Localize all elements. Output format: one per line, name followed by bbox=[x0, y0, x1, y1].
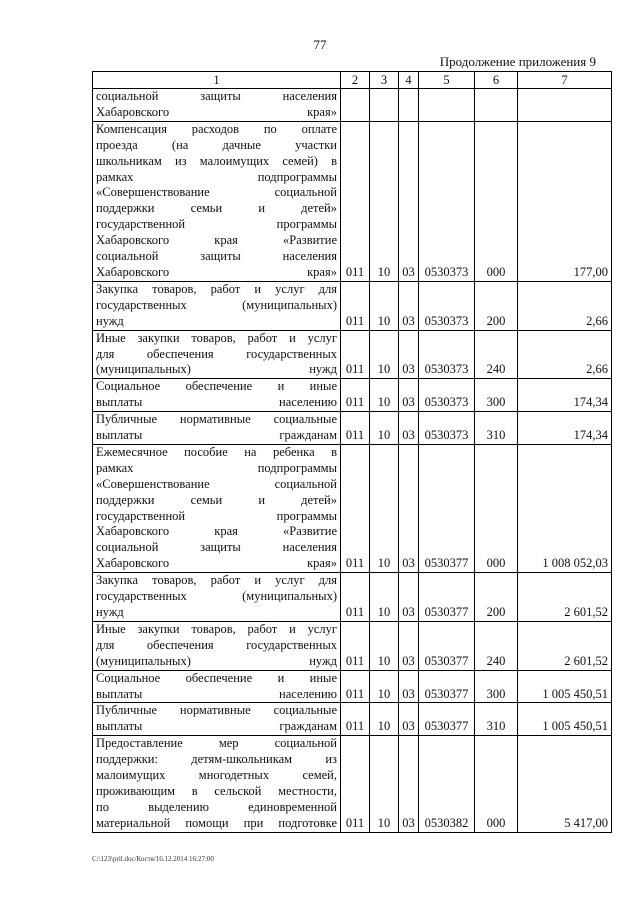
section-code-cell: 10 bbox=[370, 412, 399, 445]
section-code-cell: 10 bbox=[370, 121, 399, 281]
row-description bbox=[93, 736, 341, 832]
description-line: малоимущих многодетных семей, bbox=[96, 768, 337, 783]
row-description bbox=[93, 444, 341, 572]
row-description bbox=[93, 670, 341, 703]
description-line: социальной защиты населения bbox=[96, 89, 337, 103]
target-article-code-cell: 0530377 bbox=[419, 703, 475, 736]
amount-cell: 5 417,00 bbox=[518, 736, 612, 832]
amount-cell: 177,00 bbox=[518, 121, 612, 281]
description-line: Компенсация расходов по оплате bbox=[96, 121, 337, 136]
row-description bbox=[93, 412, 341, 445]
description-line: выплаты гражданам bbox=[96, 428, 337, 443]
target-article-code-cell: 0530373 bbox=[419, 379, 475, 412]
table-row bbox=[93, 703, 612, 736]
table-row bbox=[93, 444, 612, 572]
description-line: рамках подпрограммы bbox=[96, 460, 337, 475]
description-line: выплаты населению bbox=[96, 395, 337, 410]
page-number: 77 bbox=[313, 37, 327, 52]
amount-cell: 2,66 bbox=[518, 281, 612, 330]
description-line: «Совершенствование социальной bbox=[96, 185, 337, 200]
description-line: материальной помощи при подготовке bbox=[96, 815, 337, 830]
description-line: (муниципальных) нужд bbox=[96, 362, 337, 377]
ministry-code-cell bbox=[341, 89, 370, 122]
subsection-code-cell: 03 bbox=[399, 444, 419, 572]
description-line: проезда (на дачные участки bbox=[96, 137, 337, 152]
subsection-code-cell: 03 bbox=[399, 736, 419, 832]
description-line: «Совершенствование социальной bbox=[96, 476, 337, 491]
target-article-code-cell: 0530373 bbox=[419, 281, 475, 330]
description-line: поддержки семьи и детей» bbox=[96, 201, 337, 216]
table-row bbox=[93, 379, 612, 412]
file-path-footer: C:\123\pril.doc/Костя/16.12.2014 16:27:00 bbox=[92, 855, 214, 863]
description-line: Иные закупки товаров, работ и услуг bbox=[96, 621, 337, 636]
row-description bbox=[93, 573, 341, 622]
table-row bbox=[93, 573, 612, 622]
amount-cell bbox=[518, 89, 612, 122]
amount-cell: 174,34 bbox=[518, 412, 612, 445]
description-line: рамках подпрограммы bbox=[96, 169, 337, 184]
target-article-code-cell: 0530377 bbox=[419, 670, 475, 703]
subsection-code-cell: 03 bbox=[399, 573, 419, 622]
table-row bbox=[93, 121, 612, 281]
description-line: для обеспечения государственных bbox=[96, 637, 337, 652]
header-cell-1: 1 bbox=[93, 72, 341, 89]
table-row bbox=[93, 736, 612, 832]
description-line: государственной программы bbox=[96, 217, 337, 232]
description-line: Закупка товаров, работ и услуг для bbox=[96, 573, 337, 588]
description-line: государственных (муниципальных) bbox=[96, 589, 337, 604]
description-line: Закупка товаров, работ и услуг для bbox=[96, 281, 337, 296]
table-row bbox=[93, 281, 612, 330]
description-line: Хабаровского края» bbox=[96, 104, 337, 119]
subsection-code-cell: 03 bbox=[399, 379, 419, 412]
description-line: государственных (муниципальных) bbox=[96, 297, 337, 312]
section-code-cell: 10 bbox=[370, 670, 399, 703]
description-line: поддержки семьи и детей» bbox=[96, 492, 337, 507]
amount-cell: 174,34 bbox=[518, 379, 612, 412]
expense-type-code-cell: 240 bbox=[475, 621, 518, 670]
table-body bbox=[93, 89, 612, 833]
description-line: Предоставление мер социальной bbox=[96, 736, 337, 751]
subsection-code-cell bbox=[399, 89, 419, 122]
expense-type-code-cell: 300 bbox=[475, 379, 518, 412]
description-line: Социальное обеспечение и иные bbox=[96, 670, 337, 685]
header-cell-5: 5 bbox=[419, 72, 475, 89]
description-line: школьникам из малоимущих семей) в bbox=[96, 153, 337, 168]
row-description bbox=[93, 703, 341, 736]
row-description bbox=[93, 121, 341, 281]
description-line: Публичные нормативные социальные bbox=[96, 412, 337, 427]
description-line: Ежемесячное пособие на ребенка в bbox=[96, 444, 337, 459]
ministry-code-cell: 011 bbox=[341, 121, 370, 281]
description-line: для обеспечения государственных bbox=[96, 346, 337, 361]
ministry-code-cell: 011 bbox=[341, 621, 370, 670]
expense-type-code-cell bbox=[475, 89, 518, 122]
description-line: выплаты населению bbox=[96, 686, 337, 701]
section-code-cell: 10 bbox=[370, 444, 399, 572]
table-header-row bbox=[93, 72, 612, 89]
ministry-code-cell: 011 bbox=[341, 412, 370, 445]
ministry-code-cell: 011 bbox=[341, 573, 370, 622]
expense-type-code-cell: 000 bbox=[475, 444, 518, 572]
continuation-label: Продолжение приложения 9 bbox=[439, 54, 596, 69]
expense-type-code-cell: 310 bbox=[475, 412, 518, 445]
expense-type-code-cell: 300 bbox=[475, 670, 518, 703]
description-line: по выделению единовременной bbox=[96, 799, 337, 814]
ministry-code-cell: 011 bbox=[341, 703, 370, 736]
target-article-code-cell: 0530377 bbox=[419, 621, 475, 670]
description-line: социальной защиты населения bbox=[96, 540, 337, 555]
description-line: проживающим в сельской местности, bbox=[96, 783, 337, 798]
budget-table bbox=[92, 71, 612, 833]
section-code-cell bbox=[370, 89, 399, 122]
description-line: социальной защиты населения bbox=[96, 249, 337, 264]
description-line: Хабаровского края» bbox=[96, 264, 337, 279]
subsection-code-cell: 03 bbox=[399, 281, 419, 330]
target-article-code-cell: 0530373 bbox=[419, 121, 475, 281]
description-line: нужд bbox=[96, 605, 124, 619]
target-article-code-cell: 0530377 bbox=[419, 444, 475, 572]
description-line: (муниципальных) нужд bbox=[96, 653, 337, 668]
header-cell-6: 6 bbox=[475, 72, 518, 89]
ministry-code-cell: 011 bbox=[341, 670, 370, 703]
description-line: поддержки: детям-школьникам из bbox=[96, 752, 337, 767]
section-code-cell: 10 bbox=[370, 703, 399, 736]
description-line: Социальное обеспечение и иные bbox=[96, 379, 337, 394]
target-article-code-cell: 0530382 bbox=[419, 736, 475, 832]
amount-cell: 2,66 bbox=[518, 330, 612, 379]
ministry-code-cell: 011 bbox=[341, 379, 370, 412]
description-line: выплаты гражданам bbox=[96, 719, 337, 734]
ministry-code-cell: 011 bbox=[341, 281, 370, 330]
expense-type-code-cell: 240 bbox=[475, 330, 518, 379]
row-description bbox=[93, 330, 341, 379]
ministry-code-cell: 011 bbox=[341, 736, 370, 832]
description-line: нужд bbox=[96, 313, 124, 328]
section-code-cell: 10 bbox=[370, 379, 399, 412]
subsection-code-cell: 03 bbox=[399, 670, 419, 703]
table-row bbox=[93, 670, 612, 703]
ministry-code-cell: 011 bbox=[341, 444, 370, 572]
description-line: Хабаровского края «Развитие bbox=[96, 524, 337, 539]
subsection-code-cell: 03 bbox=[399, 412, 419, 445]
section-code-cell: 10 bbox=[370, 621, 399, 670]
amount-cell: 2 601,52 bbox=[518, 573, 612, 622]
header-cell-4: 4 bbox=[399, 72, 419, 89]
description-line: Хабаровского края «Развитие bbox=[96, 233, 337, 248]
section-code-cell: 10 bbox=[370, 573, 399, 622]
amount-cell: 2 601,52 bbox=[518, 621, 612, 670]
subsection-code-cell: 03 bbox=[399, 621, 419, 670]
row-description bbox=[93, 89, 341, 122]
description-line: Публичные нормативные социальные bbox=[96, 703, 337, 718]
subsection-code-cell: 03 bbox=[399, 703, 419, 736]
target-article-code-cell bbox=[419, 89, 475, 122]
subsection-code-cell: 03 bbox=[399, 330, 419, 379]
subsection-code-cell: 03 bbox=[399, 121, 419, 281]
header-cell-3: 3 bbox=[370, 72, 399, 89]
description-line: государственной программы bbox=[96, 508, 337, 523]
expense-type-code-cell: 000 bbox=[475, 736, 518, 832]
section-code-cell: 10 bbox=[370, 330, 399, 379]
expense-type-code-cell: 200 bbox=[475, 573, 518, 622]
description-line: Иные закупки товаров, работ и услуг bbox=[96, 330, 337, 345]
table-row bbox=[93, 621, 612, 670]
table-row bbox=[93, 89, 612, 122]
row-description bbox=[93, 379, 341, 412]
row-description bbox=[93, 281, 341, 330]
header-cell-2: 2 bbox=[341, 72, 370, 89]
section-code-cell: 10 bbox=[370, 281, 399, 330]
ministry-code-cell: 011 bbox=[341, 330, 370, 379]
amount-cell: 1 008 052,03 bbox=[518, 444, 612, 572]
expense-type-code-cell: 000 bbox=[475, 121, 518, 281]
section-code-cell: 10 bbox=[370, 736, 399, 832]
description-line: Хабаровского края» bbox=[96, 556, 337, 571]
target-article-code-cell: 0530373 bbox=[419, 412, 475, 445]
table-row bbox=[93, 412, 612, 445]
target-article-code-cell: 0530377 bbox=[419, 573, 475, 622]
amount-cell: 1 005 450,51 bbox=[518, 703, 612, 736]
amount-cell: 1 005 450,51 bbox=[518, 670, 612, 703]
expense-type-code-cell: 310 bbox=[475, 703, 518, 736]
expense-type-code-cell: 200 bbox=[475, 281, 518, 330]
header-cell-7: 7 bbox=[518, 72, 612, 89]
table-row bbox=[93, 330, 612, 379]
target-article-code-cell: 0530373 bbox=[419, 330, 475, 379]
row-description bbox=[93, 621, 341, 670]
